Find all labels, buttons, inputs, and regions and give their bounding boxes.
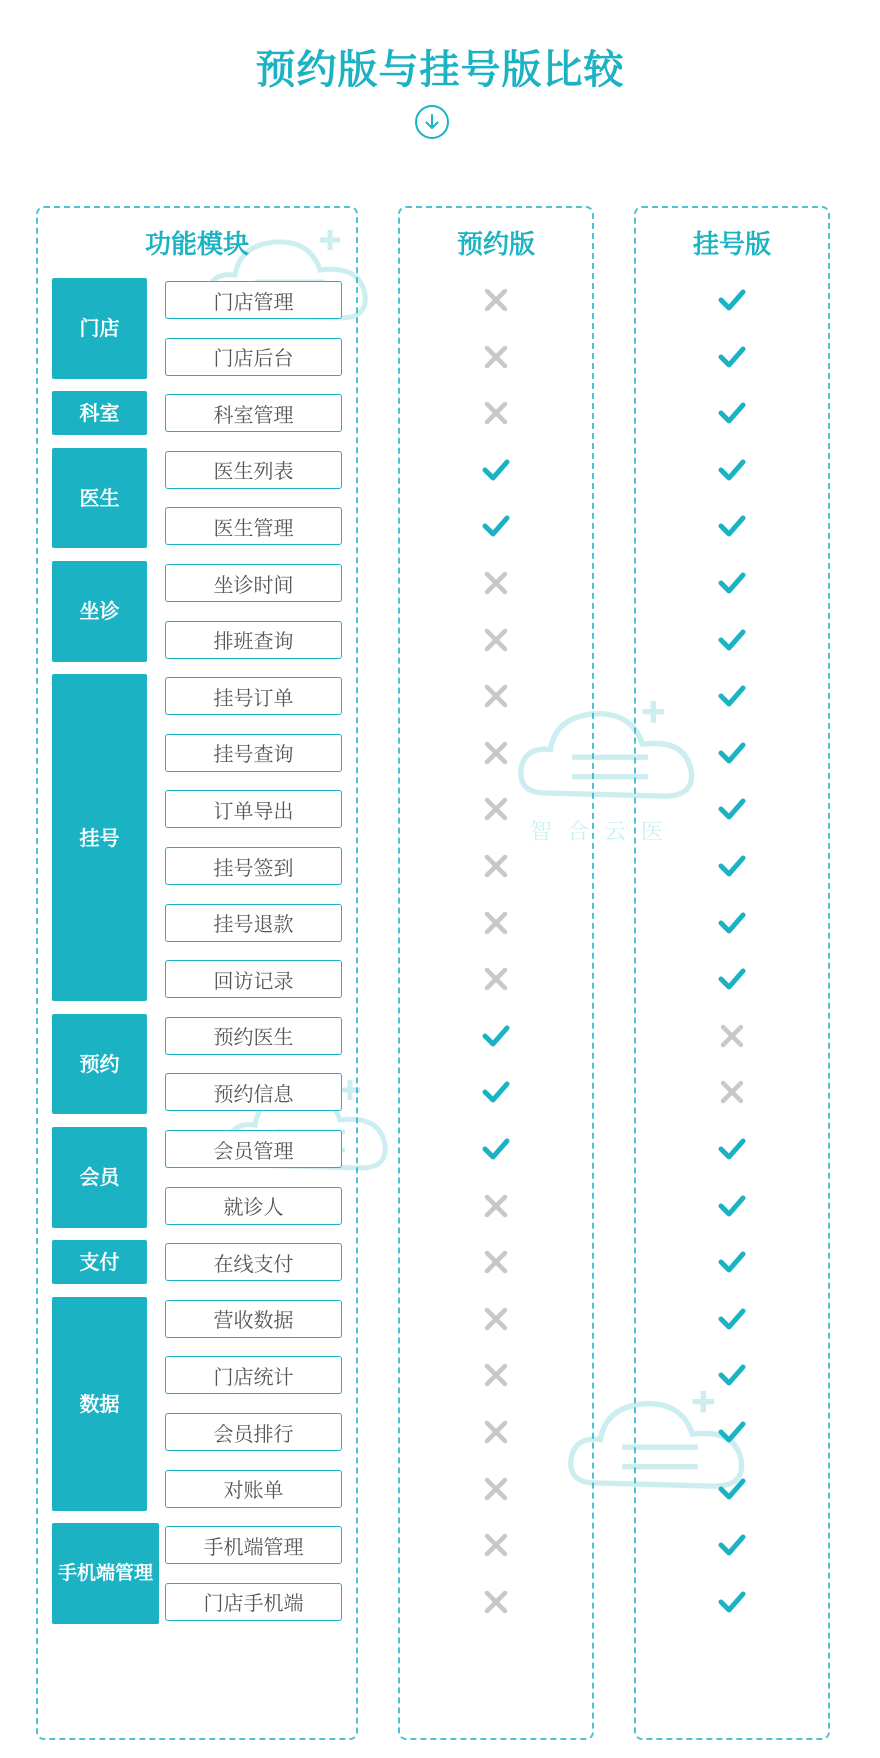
feature-label: 排班查询 xyxy=(165,621,342,659)
cross-icon xyxy=(479,1245,513,1279)
category-label: 坐诊 xyxy=(52,561,147,662)
feature-label: 医生管理 xyxy=(165,507,342,545)
check-icon xyxy=(715,453,749,487)
check-icon xyxy=(715,1415,749,1449)
feature-label: 手机端管理 xyxy=(165,1526,342,1564)
cross-icon xyxy=(479,1189,513,1223)
cross-icon xyxy=(715,1019,749,1053)
cross-icon xyxy=(479,396,513,430)
category-label: 数据 xyxy=(52,1297,147,1511)
category-label: 预约 xyxy=(52,1014,147,1115)
cross-icon xyxy=(479,1302,513,1336)
feature-label: 医生列表 xyxy=(165,451,342,489)
feature-label: 门店后台 xyxy=(165,338,342,376)
reserve-column-header: 预约版 xyxy=(456,230,535,260)
feature-label: 挂号订单 xyxy=(165,677,342,715)
feature-label: 在线支付 xyxy=(165,1243,342,1281)
check-icon xyxy=(715,396,749,430)
feature-label: 挂号查询 xyxy=(165,734,342,772)
feature-label: 营收数据 xyxy=(165,1300,342,1338)
category-label: 医生 xyxy=(52,448,147,549)
feature-label: 回访记录 xyxy=(165,960,342,998)
cross-icon xyxy=(479,736,513,770)
feature-label: 挂号退款 xyxy=(165,904,342,942)
check-icon xyxy=(715,340,749,374)
check-icon xyxy=(715,566,749,600)
feature-label: 预约信息 xyxy=(165,1073,342,1111)
cross-icon xyxy=(479,1358,513,1392)
check-icon xyxy=(479,1075,513,1109)
feature-label: 科室管理 xyxy=(165,394,342,432)
cross-icon xyxy=(479,906,513,940)
check-icon xyxy=(715,1528,749,1562)
check-icon xyxy=(715,283,749,317)
check-icon xyxy=(715,962,749,996)
check-icon xyxy=(715,623,749,657)
watermark-text: 智 合 云 医 xyxy=(530,820,667,845)
cross-icon xyxy=(479,340,513,374)
feature-label: 对账单 xyxy=(165,1470,342,1508)
feature-label: 门店统计 xyxy=(165,1356,342,1394)
cross-icon xyxy=(479,792,513,826)
check-icon xyxy=(715,1472,749,1506)
category-label: 科室 xyxy=(52,391,147,435)
cross-icon xyxy=(479,962,513,996)
category-label: 会员 xyxy=(52,1127,147,1228)
check-icon xyxy=(715,849,749,883)
feature-label: 会员排行 xyxy=(165,1413,342,1451)
cross-icon xyxy=(479,1528,513,1562)
feature-label: 门店手机端 xyxy=(165,1583,342,1621)
feature-label: 预约医生 xyxy=(165,1017,342,1055)
check-icon xyxy=(715,1132,749,1166)
check-icon xyxy=(479,1132,513,1166)
cross-icon xyxy=(479,1585,513,1619)
cross-icon xyxy=(479,1415,513,1449)
check-icon xyxy=(479,509,513,543)
check-icon xyxy=(715,1302,749,1336)
feature-label: 就诊人 xyxy=(165,1187,342,1225)
arrow-down-circle-icon xyxy=(415,105,449,139)
page-title: 预约版与挂号版比较 xyxy=(255,47,625,93)
feature-label: 订单导出 xyxy=(165,790,342,828)
feature-label: 会员管理 xyxy=(165,1130,342,1168)
cross-icon xyxy=(479,623,513,657)
check-icon xyxy=(479,453,513,487)
check-icon xyxy=(715,792,749,826)
feature-label: 挂号签到 xyxy=(165,847,342,885)
check-icon xyxy=(715,736,749,770)
feature-column-header: 功能模块 xyxy=(144,230,249,260)
cross-icon xyxy=(479,849,513,883)
feature-label: 门店管理 xyxy=(165,281,342,319)
category-label: 手机端管理 xyxy=(52,1523,159,1624)
check-icon xyxy=(715,906,749,940)
category-label: 门店 xyxy=(52,278,147,379)
check-icon xyxy=(715,679,749,713)
category-label: 支付 xyxy=(52,1240,147,1284)
cross-icon xyxy=(479,283,513,317)
check-icon xyxy=(715,1358,749,1392)
cloud-logo-icon xyxy=(510,690,710,824)
check-icon xyxy=(715,509,749,543)
cross-icon xyxy=(715,1075,749,1109)
check-icon xyxy=(715,1189,749,1223)
cross-icon xyxy=(479,566,513,600)
check-icon xyxy=(715,1245,749,1279)
check-icon xyxy=(479,1019,513,1053)
cross-icon xyxy=(479,1472,513,1506)
register-column-header: 挂号版 xyxy=(692,230,771,260)
category-label: 挂号 xyxy=(52,674,147,1001)
feature-label: 坐诊时间 xyxy=(165,564,342,602)
check-icon xyxy=(715,1585,749,1619)
cross-icon xyxy=(479,679,513,713)
